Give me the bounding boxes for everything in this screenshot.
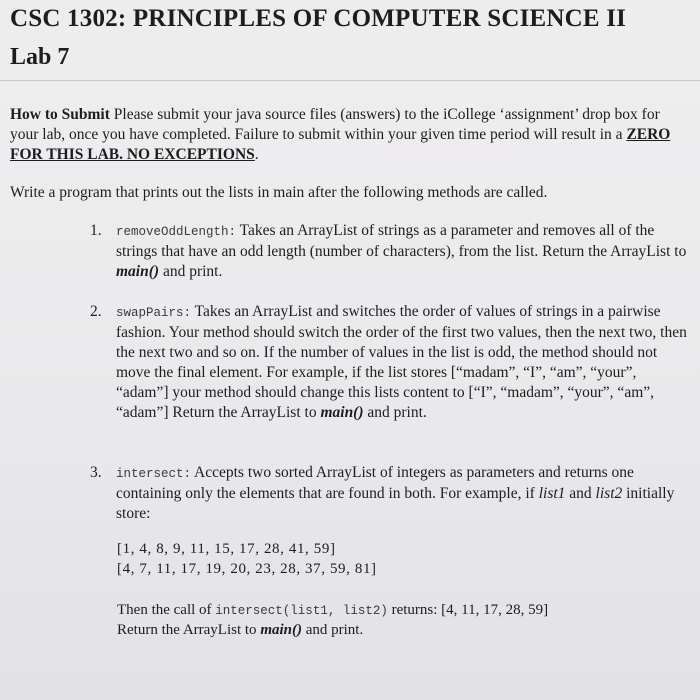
list-item xyxy=(90,463,692,524)
item-number: 3. xyxy=(90,464,102,481)
list1-ref: list1 xyxy=(538,485,566,502)
submit-label: How to Submit xyxy=(10,106,110,123)
item-end: and print. xyxy=(159,263,223,280)
call-suffix: returns: [4, 11, 17, 28, 59] xyxy=(387,602,549,618)
intro-text: Write a program that prints out the lists in main after the following methods are called. xyxy=(10,184,548,201)
course-title: CSC 1302: PRINCIPLES OF COMPUTER SCIENCE II xyxy=(10,5,627,32)
return-line xyxy=(117,620,692,640)
method-name: intersect: xyxy=(116,467,192,481)
divider xyxy=(0,80,700,81)
item-text: Takes an ArrayList of strings as a parameter and removes all of the strings that have an odd length (number of characters), from the list. Return the ArrayList to xyxy=(116,222,687,260)
intersect-call xyxy=(117,600,692,621)
list-item xyxy=(90,302,692,423)
return-text: Return the ArrayList to xyxy=(117,622,261,638)
submit-end: . xyxy=(254,146,259,163)
array-list2: [4, 7, 11, 17, 19, 20, 23, 28, 37, 59, 81] xyxy=(117,561,377,577)
lab-title: Lab 7 xyxy=(10,44,70,70)
item-end: and print. xyxy=(363,404,427,421)
submit-text: Please submit your java source files (answers) to the iCollege ‘assignment’ drop box for your lab, once you have completed. Failure to submit within your given time period will result in a xyxy=(10,106,660,143)
list-item xyxy=(90,221,692,282)
submit-instructions xyxy=(10,105,692,165)
item-text: Accepts two sorted ArrayList of integers as parameters and returns one containing only the elements that are found in both. For example, if xyxy=(116,464,634,502)
item-number: 1. xyxy=(90,222,102,239)
main-ref: main() xyxy=(260,622,302,638)
main-ref: main() xyxy=(320,404,364,421)
array-list1: [1, 4, 8, 9, 11, 15, 17, 28, 41, 59] xyxy=(117,541,336,557)
method-name: removeOddLength: xyxy=(116,225,237,239)
item-text: Takes an ArrayList and switches the order of values of strings in a pairwise fashion. Your method should switch the order of the first two values, then the next two, then the next two and so on. If the number of values in the list is odd, the method should not move the final element. For example, if the list stores [“madam”, “I”, “am”, “your”, “adam”] your method should change this lists content to [“I”, “madam”, “your”, “am”, “adam”] Return the ArrayList to xyxy=(116,303,687,421)
call-code: intersect(list1, list2) xyxy=(215,604,388,618)
item-end: initially store: xyxy=(116,485,675,522)
method-name: swapPairs: xyxy=(116,306,192,320)
item-number: 2. xyxy=(90,303,102,320)
main-ref: main() xyxy=(116,263,160,280)
and-text: and xyxy=(565,485,596,502)
zero-warning: ZERO FOR THIS LAB. NO EXCEPTIONS xyxy=(10,126,671,163)
call-prefix: Then the call of xyxy=(117,602,216,618)
list2-ref: list2 xyxy=(595,485,623,502)
return-end: and print. xyxy=(301,622,364,638)
